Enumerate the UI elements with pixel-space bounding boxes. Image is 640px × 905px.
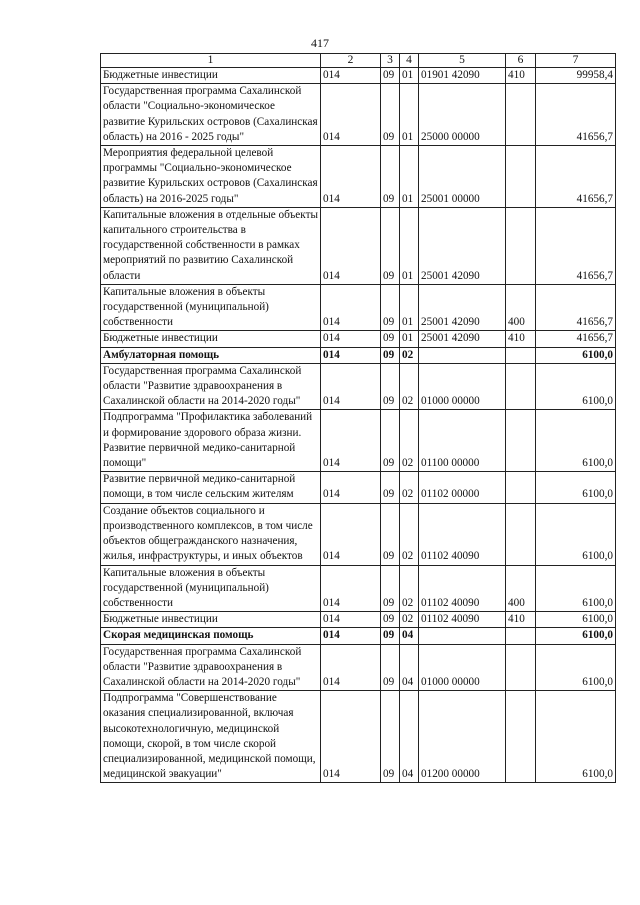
expense-type-cell: 410 (506, 612, 536, 628)
table-row (101, 363, 616, 410)
target-article-cell: 25001 00000 (419, 146, 506, 208)
subsection-cell: 01 (400, 68, 419, 84)
target-article-cell: 25001 42090 (419, 331, 506, 347)
expense-type-cell (506, 207, 536, 284)
subsection-cell: 01 (400, 146, 419, 208)
description-cell: Мероприятия федеральной целевой программы "Социально-экономическое развитие Курильских островов (Сахалинская область) на 2016-2025 годы" (101, 146, 321, 208)
amount-cell: 6100,0 (536, 565, 616, 612)
amount-cell: 41656,7 (536, 284, 616, 331)
amount-cell: 41656,7 (536, 331, 616, 347)
code-cell: 014 (321, 612, 381, 628)
subsection-cell: 02 (400, 347, 419, 363)
expense-type-cell (506, 691, 536, 783)
section-cell: 09 (381, 68, 400, 84)
subsection-cell: 02 (400, 503, 419, 565)
code-cell: 014 (321, 146, 381, 208)
amount-cell: 41656,7 (536, 84, 616, 146)
subsection-cell: 02 (400, 472, 419, 503)
expense-type-cell: 410 (506, 68, 536, 84)
table-row (101, 284, 616, 331)
target-article-cell: 01102 40090 (419, 503, 506, 565)
subsection-cell: 01 (400, 284, 419, 331)
target-article-cell: 01000 00000 (419, 363, 506, 410)
target-article-cell: 01102 40090 (419, 612, 506, 628)
section-cell: 09 (381, 146, 400, 208)
amount-cell: 6100,0 (536, 363, 616, 410)
expense-type-cell (506, 146, 536, 208)
table-row (101, 347, 616, 363)
amount-cell: 6100,0 (536, 612, 616, 628)
target-article-cell: 25001 42090 (419, 207, 506, 284)
subsection-cell: 02 (400, 612, 419, 628)
code-cell: 014 (321, 472, 381, 503)
subsection-cell: 01 (400, 84, 419, 146)
table-row (101, 628, 616, 644)
table-row (101, 410, 616, 472)
expense-type-cell (506, 644, 536, 691)
amount-cell: 6100,0 (536, 472, 616, 503)
target-article-cell: 01200 00000 (419, 691, 506, 783)
amount-cell: 6100,0 (536, 691, 616, 783)
target-article-cell: 01102 40090 (419, 565, 506, 612)
page-number: 417 (311, 36, 329, 50)
table-row (101, 644, 616, 691)
subsection-cell: 02 (400, 565, 419, 612)
code-cell: 014 (321, 363, 381, 410)
section-cell: 09 (381, 84, 400, 146)
description-cell: Амбулаторная помощь (101, 347, 321, 363)
description-cell: Скорая медицинская помощь (101, 628, 321, 644)
amount-cell: 6100,0 (536, 410, 616, 472)
description-cell: Бюджетные инвестиции (101, 331, 321, 347)
header-cell: 5 (419, 54, 506, 68)
expense-type-cell (506, 84, 536, 146)
table-row (101, 565, 616, 612)
target-article-cell: 01000 00000 (419, 644, 506, 691)
code-cell: 014 (321, 410, 381, 472)
section-cell: 09 (381, 612, 400, 628)
table-row (101, 84, 616, 146)
code-cell: 014 (321, 84, 381, 146)
description-cell: Государственная программа Сахалинской области "Социально-экономическое развитие Курильских островов (Сахалинская область) на 2016 - 2025 годы" (101, 84, 321, 146)
table-row (101, 472, 616, 503)
subsection-cell: 04 (400, 691, 419, 783)
section-cell: 09 (381, 410, 400, 472)
target-article-cell: 01901 42090 (419, 68, 506, 84)
code-cell: 014 (321, 207, 381, 284)
expense-type-cell (506, 410, 536, 472)
code-cell: 014 (321, 68, 381, 84)
section-cell: 09 (381, 207, 400, 284)
code-cell: 014 (321, 565, 381, 612)
header-cell: 7 (536, 54, 616, 68)
description-cell: Развитие первичной медико-санитарной помощи, в том числе сельским жителям (101, 472, 321, 503)
section-cell: 09 (381, 331, 400, 347)
budget-table (100, 53, 616, 783)
code-cell: 014 (321, 503, 381, 565)
section-cell: 09 (381, 691, 400, 783)
section-cell: 09 (381, 644, 400, 691)
expense-type-cell (506, 503, 536, 565)
subsection-cell: 04 (400, 644, 419, 691)
target-article-cell (419, 628, 506, 644)
subsection-cell: 02 (400, 363, 419, 410)
code-cell: 014 (321, 347, 381, 363)
header-cell: 2 (321, 54, 381, 68)
target-article-cell: 25000 00000 (419, 84, 506, 146)
description-cell: Подпрограмма "Профилактика заболеваний и формирование здорового образа жизни. Развитие первичной медико-санитарной помощи" (101, 410, 321, 472)
section-cell: 09 (381, 472, 400, 503)
amount-cell: 99958,4 (536, 68, 616, 84)
section-cell: 09 (381, 628, 400, 644)
header-row (101, 54, 616, 68)
description-cell: Подпрограмма "Совершенствование оказания специализированной, включая высокотехнологичную, медицинской помощи, скорой, в том числе скорой специализированной, медицинской помощи, медицинской эвакуации" (101, 691, 321, 783)
amount-cell: 41656,7 (536, 207, 616, 284)
amount-cell: 41656,7 (536, 146, 616, 208)
section-cell: 09 (381, 565, 400, 612)
header-cell: 6 (506, 54, 536, 68)
expense-type-cell (506, 472, 536, 503)
expense-type-cell (506, 347, 536, 363)
header-cell: 3 (381, 54, 400, 68)
target-article-cell: 01100 00000 (419, 410, 506, 472)
description-cell: Бюджетные инвестиции (101, 612, 321, 628)
subsection-cell: 02 (400, 410, 419, 472)
subsection-cell: 01 (400, 331, 419, 347)
table-row (101, 68, 616, 84)
section-cell: 09 (381, 347, 400, 363)
description-cell: Бюджетные инвестиции (101, 68, 321, 84)
expense-type-cell: 410 (506, 331, 536, 347)
header-cell: 1 (101, 54, 321, 68)
target-article-cell: 01102 00000 (419, 472, 506, 503)
description-cell: Капитальные вложения в объекты государственной (муниципальной) собственности (101, 565, 321, 612)
description-cell: Государственная программа Сахалинской области "Развитие здравоохранения в Сахалинской области на 2014-2020 годы" (101, 363, 321, 410)
section-cell: 09 (381, 503, 400, 565)
table-row (101, 691, 616, 783)
table-row (101, 331, 616, 347)
description-cell: Создание объектов социального и производственного комплексов, в том числе объектов общегражданского назначения, жилья, инфраструктуры, и иных объектов (101, 503, 321, 565)
subsection-cell: 01 (400, 207, 419, 284)
subsection-cell: 04 (400, 628, 419, 644)
description-cell: Капитальные вложения в отдельные объекты капитального строительства в государственной собственности в рамках мероприятий по развитию Сахалинской области (101, 207, 321, 284)
code-cell: 014 (321, 644, 381, 691)
expense-type-cell: 400 (506, 284, 536, 331)
amount-cell: 6100,0 (536, 347, 616, 363)
amount-cell: 6100,0 (536, 503, 616, 565)
section-cell: 09 (381, 284, 400, 331)
target-article-cell: 25001 42090 (419, 284, 506, 331)
code-cell: 014 (321, 628, 381, 644)
expense-type-cell (506, 363, 536, 410)
section-cell: 09 (381, 363, 400, 410)
expense-type-cell (506, 628, 536, 644)
code-cell: 014 (321, 691, 381, 783)
target-article-cell (419, 347, 506, 363)
header-cell: 4 (400, 54, 419, 68)
expense-type-cell: 400 (506, 565, 536, 612)
table-row (101, 612, 616, 628)
description-cell: Государственная программа Сахалинской области "Развитие здравоохранения в Сахалинской области на 2014-2020 годы" (101, 644, 321, 691)
amount-cell: 6100,0 (536, 628, 616, 644)
table-row (101, 146, 616, 208)
amount-cell: 6100,0 (536, 644, 616, 691)
description-cell: Капитальные вложения в объекты государственной (муниципальной) собственности (101, 284, 321, 331)
code-cell: 014 (321, 331, 381, 347)
table-row (101, 503, 616, 565)
table-row (101, 207, 616, 284)
code-cell: 014 (321, 284, 381, 331)
